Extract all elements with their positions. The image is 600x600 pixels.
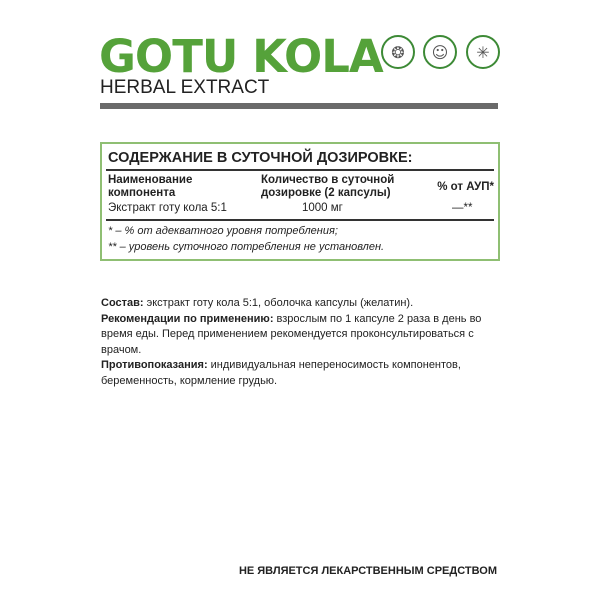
neuron-icon: ✳	[466, 35, 500, 69]
column-header-amount: Количество в суточной дозировке (2 капсулы)	[261, 174, 395, 199]
disclaimer: НЕ ЯВЛЯЕТСЯ ЛЕКАРСТВЕННЫМ СРЕДСТВОМ	[238, 565, 497, 577]
brain-icon: ❂	[381, 35, 415, 69]
product-title: GOTU KOLA	[99, 30, 383, 83]
usage-text: взрослым по 1 капсуле 2 раза в день во время еды. Перед применением рекомендуется проконсультироваться с врачом.	[101, 312, 482, 356]
row-name: Экстракт готу кола 5:1	[108, 202, 227, 214]
table-heading: СОДЕРЖАНИЕ В СУТОЧНОЙ ДОЗИРОВКЕ:	[108, 150, 413, 166]
product-info	[101, 296, 501, 389]
head-brain-icon: ☺	[423, 35, 457, 69]
column-header-pct: % от АУП*	[437, 181, 494, 193]
contra-text: индивидуальная непереносимость компонентов, беременность, кормление грудью.	[101, 359, 461, 387]
composition-label: Состав:	[101, 297, 144, 309]
row-pct: —**	[452, 202, 473, 214]
composition	[101, 296, 501, 312]
usage	[101, 312, 501, 359]
column-header-name: Наименование компонента	[108, 174, 193, 199]
row-amount: 1000 мг	[302, 202, 343, 214]
footnote-2: ** – уровень суточного потребления не установлен.	[108, 241, 385, 253]
divider	[106, 169, 494, 171]
divider	[106, 219, 494, 221]
composition-text: экстракт готу кола 5:1, оболочка капсулы (желатин).	[143, 297, 414, 309]
usage-label: Рекомендации по применению:	[101, 312, 274, 325]
decorative-bar	[100, 103, 498, 109]
nutrition-table	[100, 142, 500, 261]
product-subtitle: HERBAL EXTRACT	[100, 77, 270, 98]
contraindications	[101, 358, 501, 389]
footnote-1: * – % от адекватного уровня потребления;	[108, 225, 338, 237]
contra-label: Противопоказания:	[101, 359, 208, 371]
